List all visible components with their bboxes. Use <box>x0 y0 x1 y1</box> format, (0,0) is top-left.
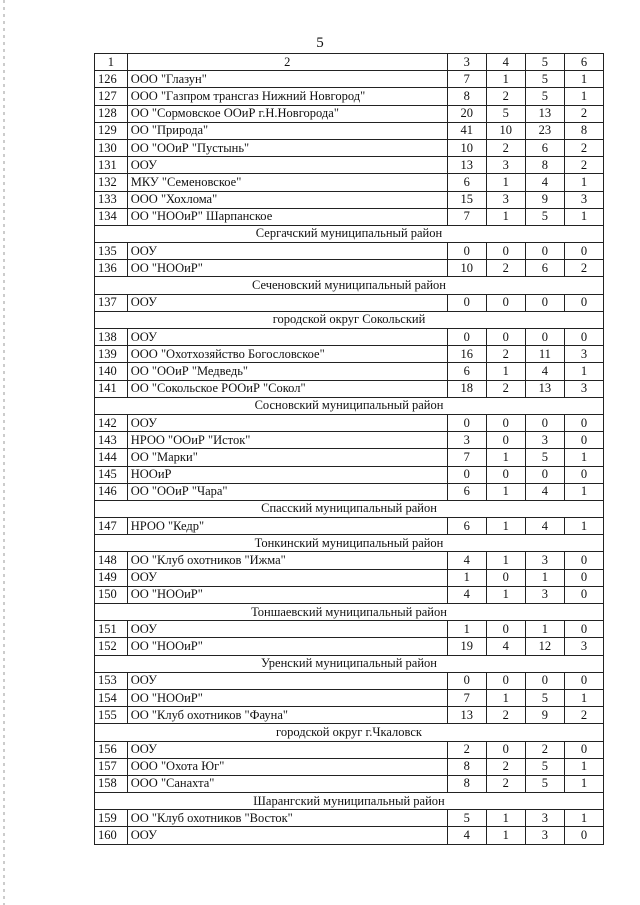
value-cell: 0 <box>486 569 525 586</box>
value-cell: 5 <box>525 758 564 775</box>
value-cell: 0 <box>486 672 525 689</box>
row-number-cell: 126 <box>95 71 128 88</box>
value-cell: 6 <box>447 518 486 535</box>
value-cell: 1 <box>525 569 564 586</box>
value-cell: 0 <box>447 466 486 483</box>
row-number-cell: 142 <box>95 414 128 431</box>
value-cell: 0 <box>564 672 603 689</box>
organization-cell: ООУ <box>127 243 447 260</box>
row-number-cell: 149 <box>95 569 128 586</box>
organization-cell: ООУ <box>127 414 447 431</box>
row-number-cell: 133 <box>95 191 128 208</box>
value-cell: 1 <box>564 208 603 225</box>
table-row <box>95 139 604 156</box>
section-row <box>95 397 604 414</box>
value-cell: 1 <box>564 518 603 535</box>
organization-cell: ООО "Охотхозяйство Богословское" <box>127 346 447 363</box>
table-row <box>95 380 604 397</box>
value-cell: 1 <box>564 775 603 792</box>
section-title: Сергачский муниципальный район <box>95 225 604 242</box>
value-cell: 5 <box>525 449 564 466</box>
table-row <box>95 466 604 483</box>
value-cell: 3 <box>486 191 525 208</box>
row-number-cell: 132 <box>95 174 128 191</box>
value-cell: 6 <box>525 260 564 277</box>
scan-edge-marks <box>3 0 5 905</box>
value-cell: 13 <box>447 707 486 724</box>
value-cell: 3 <box>564 638 603 655</box>
value-cell: 0 <box>525 672 564 689</box>
value-cell: 0 <box>564 741 603 758</box>
section-row <box>95 604 604 621</box>
value-cell: 8 <box>447 775 486 792</box>
value-cell: 2 <box>486 260 525 277</box>
row-number-cell: 144 <box>95 449 128 466</box>
header-cell: 6 <box>564 54 603 71</box>
row-number-cell: 139 <box>95 346 128 363</box>
row-number-cell: 145 <box>95 466 128 483</box>
value-cell: 4 <box>525 174 564 191</box>
table-row <box>95 432 604 449</box>
value-cell: 1 <box>486 586 525 603</box>
value-cell: 0 <box>447 414 486 431</box>
table-row <box>95 122 604 139</box>
value-cell: 5 <box>525 71 564 88</box>
value-cell: 10 <box>447 139 486 156</box>
value-cell: 1 <box>564 363 603 380</box>
row-number-cell: 155 <box>95 707 128 724</box>
value-cell: 2 <box>564 707 603 724</box>
organization-cell: ООУ <box>127 672 447 689</box>
table-body <box>95 54 604 845</box>
table-row <box>95 105 604 122</box>
value-cell: 19 <box>447 638 486 655</box>
row-number-cell: 146 <box>95 483 128 500</box>
value-cell: 7 <box>447 71 486 88</box>
value-cell: 2 <box>486 775 525 792</box>
table-row <box>95 741 604 758</box>
value-cell: 9 <box>525 707 564 724</box>
row-number-cell: 156 <box>95 741 128 758</box>
value-cell: 0 <box>564 569 603 586</box>
value-cell: 13 <box>525 105 564 122</box>
value-cell: 1 <box>486 208 525 225</box>
value-cell: 2 <box>486 758 525 775</box>
value-cell: 3 <box>564 346 603 363</box>
value-cell: 8 <box>564 122 603 139</box>
value-cell: 12 <box>525 638 564 655</box>
section-title: Спасский муниципальный район <box>95 500 604 517</box>
table-row <box>95 518 604 535</box>
value-cell: 1 <box>564 449 603 466</box>
value-cell: 2 <box>447 741 486 758</box>
value-cell: 8 <box>447 88 486 105</box>
value-cell: 2 <box>486 346 525 363</box>
section-row <box>95 535 604 552</box>
value-cell: 0 <box>447 294 486 311</box>
value-cell: 1 <box>564 810 603 827</box>
header-cell: 5 <box>525 54 564 71</box>
organization-cell: ООО "Охота Юг" <box>127 758 447 775</box>
section-row <box>95 311 604 328</box>
organization-cell: ООО "Газпром трансгаз Нижний Новгород" <box>127 88 447 105</box>
table-row <box>95 689 604 706</box>
value-cell: 0 <box>564 586 603 603</box>
value-cell: 15 <box>447 191 486 208</box>
table-row <box>95 243 604 260</box>
value-cell: 5 <box>525 208 564 225</box>
value-cell: 5 <box>525 689 564 706</box>
section-title: Тоншаевский муниципальный район <box>95 604 604 621</box>
table-row <box>95 569 604 586</box>
row-number-cell: 148 <box>95 552 128 569</box>
value-cell: 1 <box>486 483 525 500</box>
value-cell: 4 <box>525 483 564 500</box>
row-number-cell: 128 <box>95 105 128 122</box>
value-cell: 3 <box>447 432 486 449</box>
table-row <box>95 586 604 603</box>
value-cell: 4 <box>525 518 564 535</box>
row-number-cell: 150 <box>95 586 128 603</box>
table-row <box>95 294 604 311</box>
value-cell: 0 <box>564 414 603 431</box>
organization-cell: ООО "Глазун" <box>127 71 447 88</box>
row-number-cell: 159 <box>95 810 128 827</box>
organization-cell: ООУ <box>127 621 447 638</box>
organization-cell: ОО "Марки" <box>127 449 447 466</box>
value-cell: 3 <box>564 380 603 397</box>
value-cell: 0 <box>525 329 564 346</box>
organization-cell: НРОО "Кедр" <box>127 518 447 535</box>
value-cell: 2 <box>564 157 603 174</box>
value-cell: 1 <box>486 363 525 380</box>
value-cell: 0 <box>525 294 564 311</box>
header-cell: 2 <box>127 54 447 71</box>
table-row <box>95 191 604 208</box>
value-cell: 1 <box>486 827 525 844</box>
row-number-cell: 138 <box>95 329 128 346</box>
value-cell: 3 <box>486 157 525 174</box>
header-cell: 4 <box>486 54 525 71</box>
organization-cell: ОО "НООиР" Шарпанское <box>127 208 447 225</box>
row-number-cell: 154 <box>95 689 128 706</box>
organization-cell: ОО "Клуб охотников "Ижма" <box>127 552 447 569</box>
value-cell: 3 <box>564 191 603 208</box>
value-cell: 13 <box>447 157 486 174</box>
table-row <box>95 552 604 569</box>
organization-cell: ОО "НООиР" <box>127 638 447 655</box>
value-cell: 1 <box>486 810 525 827</box>
value-cell: 1 <box>447 621 486 638</box>
value-cell: 1 <box>564 71 603 88</box>
section-row <box>95 655 604 672</box>
organization-cell: НРОО "ООиР "Исток" <box>127 432 447 449</box>
value-cell: 4 <box>447 827 486 844</box>
value-cell: 2 <box>486 88 525 105</box>
value-cell: 0 <box>564 552 603 569</box>
row-number-cell: 151 <box>95 621 128 638</box>
section-row <box>95 724 604 741</box>
section-title: Сосновский муниципальный район <box>95 397 604 414</box>
header-cell: 1 <box>95 54 128 71</box>
organization-cell: ООУ <box>127 329 447 346</box>
row-number-cell: 141 <box>95 380 128 397</box>
value-cell: 10 <box>486 122 525 139</box>
row-number-cell: 130 <box>95 139 128 156</box>
organization-cell: ООУ <box>127 569 447 586</box>
value-cell: 8 <box>447 758 486 775</box>
value-cell: 2 <box>525 741 564 758</box>
value-cell: 2 <box>564 105 603 122</box>
row-number-cell: 147 <box>95 518 128 535</box>
row-number-cell: 157 <box>95 758 128 775</box>
value-cell: 2 <box>486 707 525 724</box>
organization-cell: ООУ <box>127 741 447 758</box>
table-row <box>95 88 604 105</box>
value-cell: 7 <box>447 449 486 466</box>
value-cell: 0 <box>486 329 525 346</box>
value-cell: 0 <box>525 466 564 483</box>
value-cell: 1 <box>486 449 525 466</box>
value-cell: 5 <box>525 775 564 792</box>
section-title: Шарангский муниципальный район <box>95 793 604 810</box>
value-cell: 1 <box>486 71 525 88</box>
organization-cell: ОО "Клуб охотников "Фауна" <box>127 707 447 724</box>
value-cell: 13 <box>525 380 564 397</box>
organization-cell: ОО "ООиР "Медведь" <box>127 363 447 380</box>
value-cell: 16 <box>447 346 486 363</box>
value-cell: 6 <box>525 139 564 156</box>
value-cell: 1 <box>486 689 525 706</box>
value-cell: 4 <box>525 363 564 380</box>
section-title: городской округ г.Чкаловск <box>95 724 604 741</box>
value-cell: 0 <box>447 672 486 689</box>
table-row <box>95 174 604 191</box>
value-cell: 0 <box>486 621 525 638</box>
value-cell: 0 <box>447 243 486 260</box>
table-row <box>95 260 604 277</box>
value-cell: 1 <box>486 552 525 569</box>
value-cell: 1 <box>564 88 603 105</box>
value-cell: 20 <box>447 105 486 122</box>
value-cell: 0 <box>564 432 603 449</box>
row-number-cell: 140 <box>95 363 128 380</box>
organization-cell: ООО "Хохлома" <box>127 191 447 208</box>
row-number-cell: 134 <box>95 208 128 225</box>
value-cell: 9 <box>525 191 564 208</box>
organization-cell: ОО "НООиР" <box>127 260 447 277</box>
value-cell: 0 <box>486 741 525 758</box>
value-cell: 2 <box>564 260 603 277</box>
row-number-cell: 143 <box>95 432 128 449</box>
organization-cell: ОО "НООиР" <box>127 586 447 603</box>
value-cell: 0 <box>564 243 603 260</box>
organization-cell: ОО "Природа" <box>127 122 447 139</box>
table-row <box>95 208 604 225</box>
value-cell: 3 <box>525 432 564 449</box>
allocation-table <box>94 53 604 845</box>
table-row <box>95 672 604 689</box>
value-cell: 4 <box>447 586 486 603</box>
organization-cell: ООУ <box>127 157 447 174</box>
value-cell: 3 <box>525 586 564 603</box>
row-number-cell: 153 <box>95 672 128 689</box>
section-title: городской округ Сокольский <box>95 311 604 328</box>
row-number-cell: 127 <box>95 88 128 105</box>
value-cell: 1 <box>564 689 603 706</box>
value-cell: 0 <box>564 466 603 483</box>
organization-cell: МКУ "Семеновское" <box>127 174 447 191</box>
value-cell: 0 <box>486 432 525 449</box>
organization-cell: НООиР <box>127 466 447 483</box>
value-cell: 3 <box>525 552 564 569</box>
value-cell: 0 <box>525 414 564 431</box>
organization-cell: ОО "Сокольское РООиР "Сокол" <box>127 380 447 397</box>
value-cell: 0 <box>486 294 525 311</box>
value-cell: 1 <box>564 758 603 775</box>
section-row <box>95 225 604 242</box>
value-cell: 18 <box>447 380 486 397</box>
value-cell: 4 <box>447 552 486 569</box>
section-row <box>95 500 604 517</box>
table-row <box>95 157 604 174</box>
row-number-cell: 160 <box>95 827 128 844</box>
value-cell: 3 <box>525 827 564 844</box>
organization-cell: ООУ <box>127 827 447 844</box>
table-row <box>95 329 604 346</box>
value-cell: 5 <box>525 88 564 105</box>
table-row <box>95 621 604 638</box>
section-title: Тонкинский муниципальный район <box>95 535 604 552</box>
value-cell: 0 <box>564 621 603 638</box>
value-cell: 2 <box>564 139 603 156</box>
value-cell: 0 <box>486 466 525 483</box>
section-title: Уренский муниципальный район <box>95 655 604 672</box>
value-cell: 1 <box>564 174 603 191</box>
value-cell: 23 <box>525 122 564 139</box>
row-number-cell: 129 <box>95 122 128 139</box>
value-cell: 1 <box>564 483 603 500</box>
organization-cell: ОО "ООиР "Чара" <box>127 483 447 500</box>
row-number-cell: 152 <box>95 638 128 655</box>
table-row <box>95 638 604 655</box>
table-row <box>95 827 604 844</box>
row-number-cell: 136 <box>95 260 128 277</box>
value-cell: 0 <box>486 414 525 431</box>
value-cell: 4 <box>486 638 525 655</box>
table-row <box>95 363 604 380</box>
value-cell: 0 <box>564 329 603 346</box>
value-cell: 7 <box>447 208 486 225</box>
value-cell: 6 <box>447 174 486 191</box>
value-cell: 1 <box>486 174 525 191</box>
value-cell: 5 <box>486 105 525 122</box>
organization-cell: ОО "ООиР "Пустынь" <box>127 139 447 156</box>
value-cell: 8 <box>525 157 564 174</box>
value-cell: 0 <box>525 243 564 260</box>
value-cell: 3 <box>525 810 564 827</box>
section-row <box>95 277 604 294</box>
organization-cell: ОО "Сормовское ООиР г.Н.Новгорода" <box>127 105 447 122</box>
row-number-cell: 137 <box>95 294 128 311</box>
table-row <box>95 810 604 827</box>
value-cell: 0 <box>486 243 525 260</box>
value-cell: 2 <box>486 139 525 156</box>
value-cell: 0 <box>447 329 486 346</box>
value-cell: 0 <box>564 827 603 844</box>
value-cell: 11 <box>525 346 564 363</box>
value-cell: 6 <box>447 363 486 380</box>
row-number-cell: 131 <box>95 157 128 174</box>
table-row <box>95 346 604 363</box>
table-row <box>95 483 604 500</box>
organization-cell: ОО "НООиР" <box>127 689 447 706</box>
value-cell: 1 <box>447 569 486 586</box>
table-row <box>95 775 604 792</box>
table-row <box>95 449 604 466</box>
organization-cell: ОО "Клуб охотников "Восток" <box>127 810 447 827</box>
organization-cell: ООО "Санахта" <box>127 775 447 792</box>
value-cell: 5 <box>447 810 486 827</box>
section-title: Сеченовский муниципальный район <box>95 277 604 294</box>
table-row <box>95 414 604 431</box>
table-row <box>95 707 604 724</box>
value-cell: 2 <box>486 380 525 397</box>
value-cell: 41 <box>447 122 486 139</box>
value-cell: 0 <box>564 294 603 311</box>
table-header-row <box>95 54 604 71</box>
organization-cell: ООУ <box>127 294 447 311</box>
value-cell: 7 <box>447 689 486 706</box>
value-cell: 1 <box>486 518 525 535</box>
value-cell: 10 <box>447 260 486 277</box>
value-cell: 6 <box>447 483 486 500</box>
page-number: 5 <box>316 35 324 51</box>
row-number-cell: 158 <box>95 775 128 792</box>
header-cell: 3 <box>447 54 486 71</box>
table-row <box>95 758 604 775</box>
value-cell: 1 <box>525 621 564 638</box>
table-row <box>95 71 604 88</box>
section-row <box>95 793 604 810</box>
row-number-cell: 135 <box>95 243 128 260</box>
